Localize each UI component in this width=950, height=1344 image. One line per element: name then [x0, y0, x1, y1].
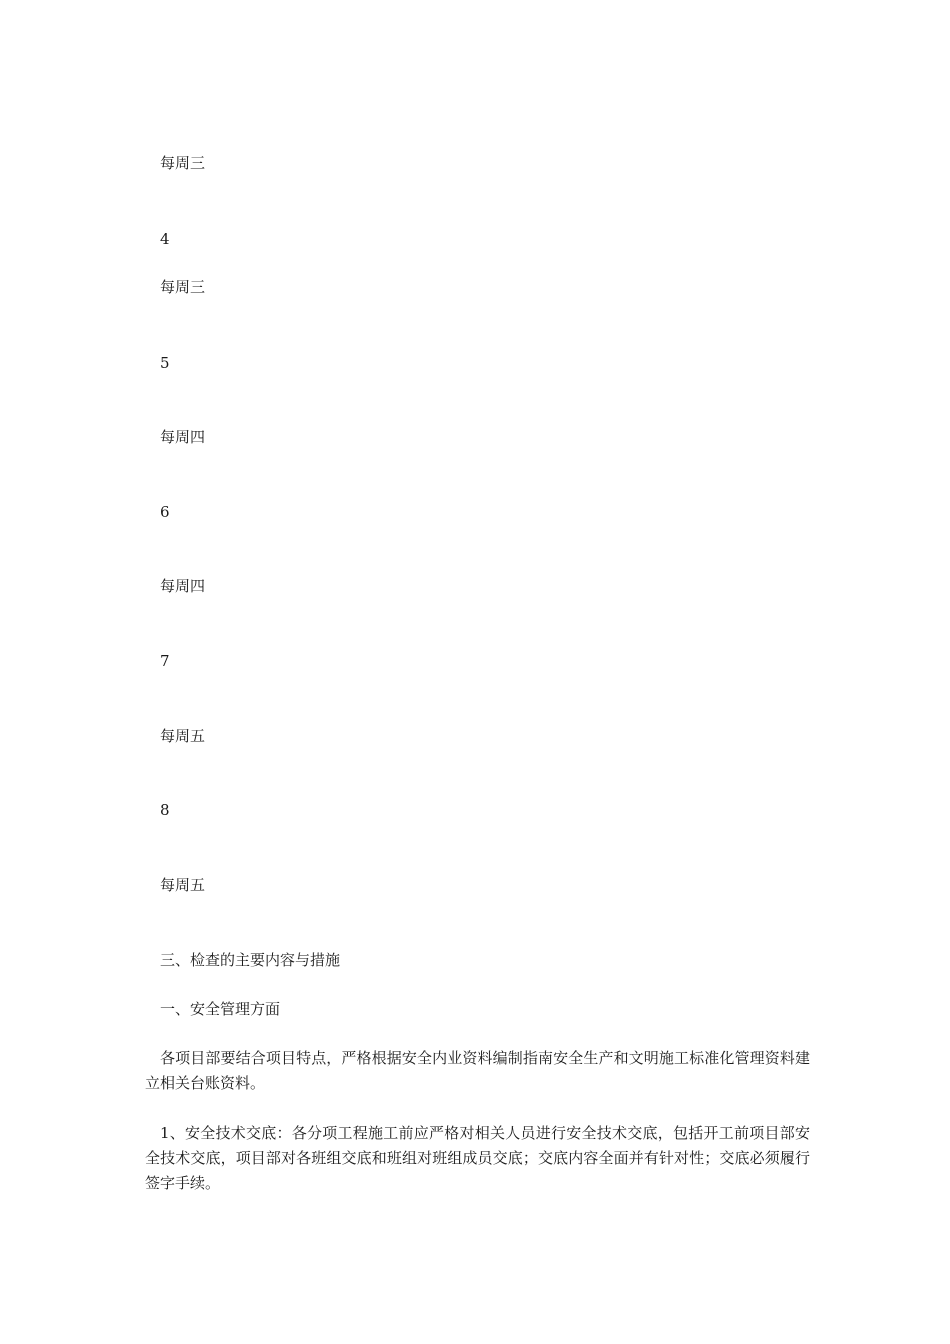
schedule-day-cell: 每周三 — [160, 278, 206, 296]
schedule-number-cell: 4 — [160, 230, 170, 248]
schedule-day-cell: 每周五 — [160, 876, 206, 894]
subsection-heading: 一、安全管理方面 — [160, 1000, 281, 1018]
schedule-number-cell: 7 — [160, 652, 170, 670]
schedule-day-cell: 每周四 — [160, 428, 206, 446]
schedule-number-cell: 6 — [160, 503, 170, 521]
body-paragraph: 各项目部要结合项目特点，严格根据安全内业资料编制指南安全生产和文明施工标准化管理资料建立相关台账资料。 — [145, 1049, 810, 1092]
schedule-number-cell: 5 — [160, 354, 170, 372]
section-heading: 三、检查的主要内容与措施 — [160, 951, 341, 969]
body-paragraph: 1、安全技术交底：各分项工程施工前应严格对相关人员进行安全技术交底，包括开工前项目部安全技术交底，项目部对各班组交底和班组对班组成员交底；交底内容全面并有针对性；交底必须履行签字手续。 — [145, 1124, 810, 1192]
schedule-day-cell: 每周四 — [160, 577, 206, 595]
schedule-day-cell: 每周三 — [160, 154, 206, 172]
schedule-number-cell: 8 — [160, 801, 170, 819]
schedule-day-cell: 每周五 — [160, 727, 206, 745]
